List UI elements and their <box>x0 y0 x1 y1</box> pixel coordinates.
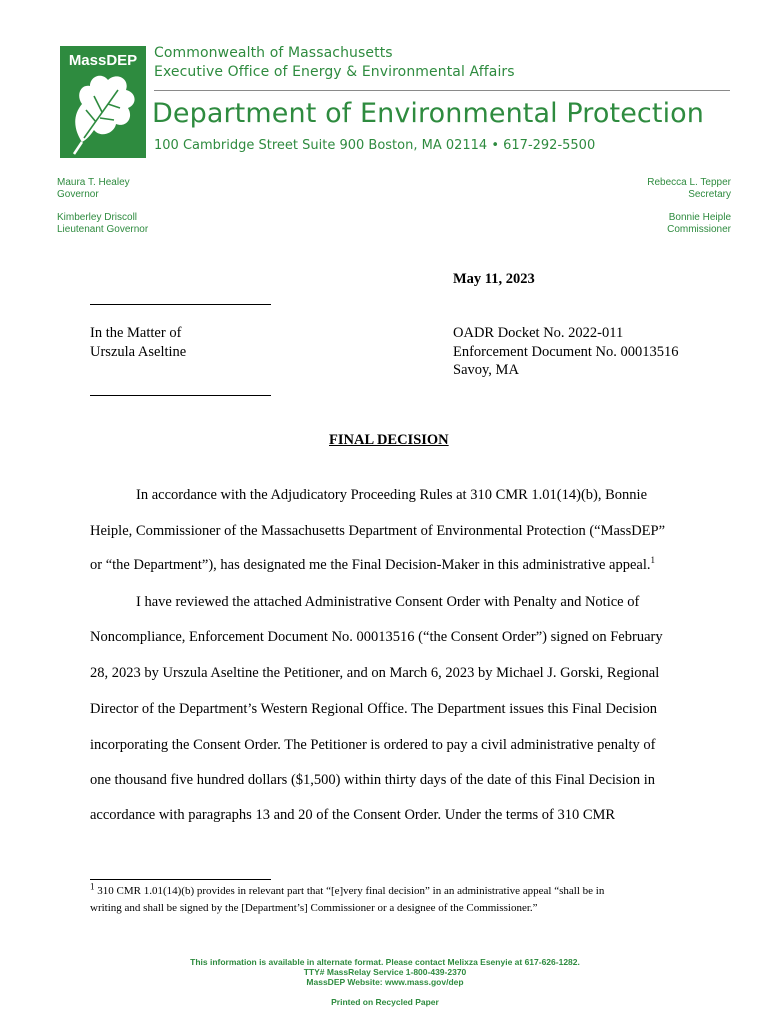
body-line-9: one thousand five hundred dollars ($1,500) within thirty days of the date of this Final Decision in <box>90 772 655 788</box>
caption-rule-top <box>90 304 271 305</box>
lt-governor-name: Kimberley Driscoll <box>57 212 138 223</box>
governor-block <box>57 177 130 201</box>
governor-name: Maura T. Healey <box>57 177 130 188</box>
lt-governor-title: Lieutenant Governor <box>57 224 149 235</box>
footnote-line-2: writing and shall be signed by the [Department’s] Commissioner or a designee of the Commissioner.” <box>90 902 538 914</box>
caption-rule-bottom <box>90 395 271 396</box>
matter-line-2: Urszula Aseltine <box>90 344 187 360</box>
executive-office-heading: Executive Office of Energy & Environmental Affairs <box>154 64 515 80</box>
footnote-line-1: $^1$ 310 CMR 1.01(14)(b) provides in relevant part that “[e]very final decision” in an administrative appeal “shall be in <box>90 881 605 897</box>
commissioner-title: Commissioner <box>667 224 731 235</box>
secretary-block <box>647 177 731 201</box>
body-line-8: incorporating the Consent Order. The Petitioner is ordered to pay a civil administrative penalty of <box>90 737 656 753</box>
footnote-number: 1 <box>90 881 95 892</box>
body-line-3: or “the Department”), has designated me the Final Decision-Maker in this administrative appeal.$^1$ <box>90 555 655 573</box>
massdep-logo <box>60 46 146 158</box>
department-address: 100 Cambridge Street Suite 900 Boston, MA 02114 • 617-292-5500 <box>154 138 596 153</box>
document-date: May 11, 2023 <box>453 271 535 287</box>
lt-governor-block <box>57 212 148 236</box>
body-line-2: Heiple, Commissioner of the Massachusetts Department of Environmental Protection (“MassDEP” <box>90 523 666 539</box>
secretary-title: Secretary <box>688 189 731 200</box>
logo-text: MassDEP <box>68 52 138 69</box>
footer-recycled: Printed on Recycled Paper <box>331 997 439 1007</box>
body-line-7: Director of the Department’s Western Regional Office. The Department issues this Final Decision <box>90 701 658 717</box>
governor-title: Governor <box>57 189 99 200</box>
commissioner-block <box>667 212 731 236</box>
body-line-4: I have reviewed the attached Administrative Consent Order with Penalty and Notice of <box>136 594 640 610</box>
footer-alternate-format: This information is available in alternate format. Please contact Melixza Esenyie at 617-626-1282. <box>190 957 580 967</box>
secretary-name: Rebecca L. Tepper <box>647 177 731 188</box>
commonwealth-heading: Commonwealth of Massachusetts <box>154 45 393 61</box>
commissioner-name: Bonnie Heiple <box>668 212 731 223</box>
body-line-5: Noncompliance, Enforcement Document No. 00013516 (“the Consent Order”) signed on February <box>90 629 663 645</box>
location: Savoy, MA <box>453 362 519 378</box>
footer-website: MassDEP Website: www.mass.gov/dep <box>306 977 464 987</box>
department-heading: Department of Environmental Protection <box>152 98 704 129</box>
footnote-marker: 1 <box>650 555 655 566</box>
footer-tty: TTY# MassRelay Service 1-800-439-2370 <box>303 967 467 977</box>
body-line-10: accordance with paragraphs 13 and 20 of the Consent Order. Under the terms of 310 CMR <box>90 807 616 823</box>
docket-number: OADR Docket No. 2022-011 <box>453 325 624 341</box>
body-line-6: 28, 2023 by Urszula Aseltine the Petitioner, and on March 6, 2023 by Michael J. Gorski, Regional <box>90 665 660 681</box>
enforcement-number: Enforcement Document No. 00013516 <box>453 344 679 360</box>
letterhead-divider <box>154 90 730 91</box>
body-line-1: In accordance with the Adjudicatory Proceeding Rules at 310 CMR 1.01(14)(b), Bonnie <box>136 487 648 503</box>
matter-line-1: In the Matter of <box>90 325 182 341</box>
footnote-rule <box>90 879 271 880</box>
document-title: FINAL DECISION <box>329 432 449 448</box>
